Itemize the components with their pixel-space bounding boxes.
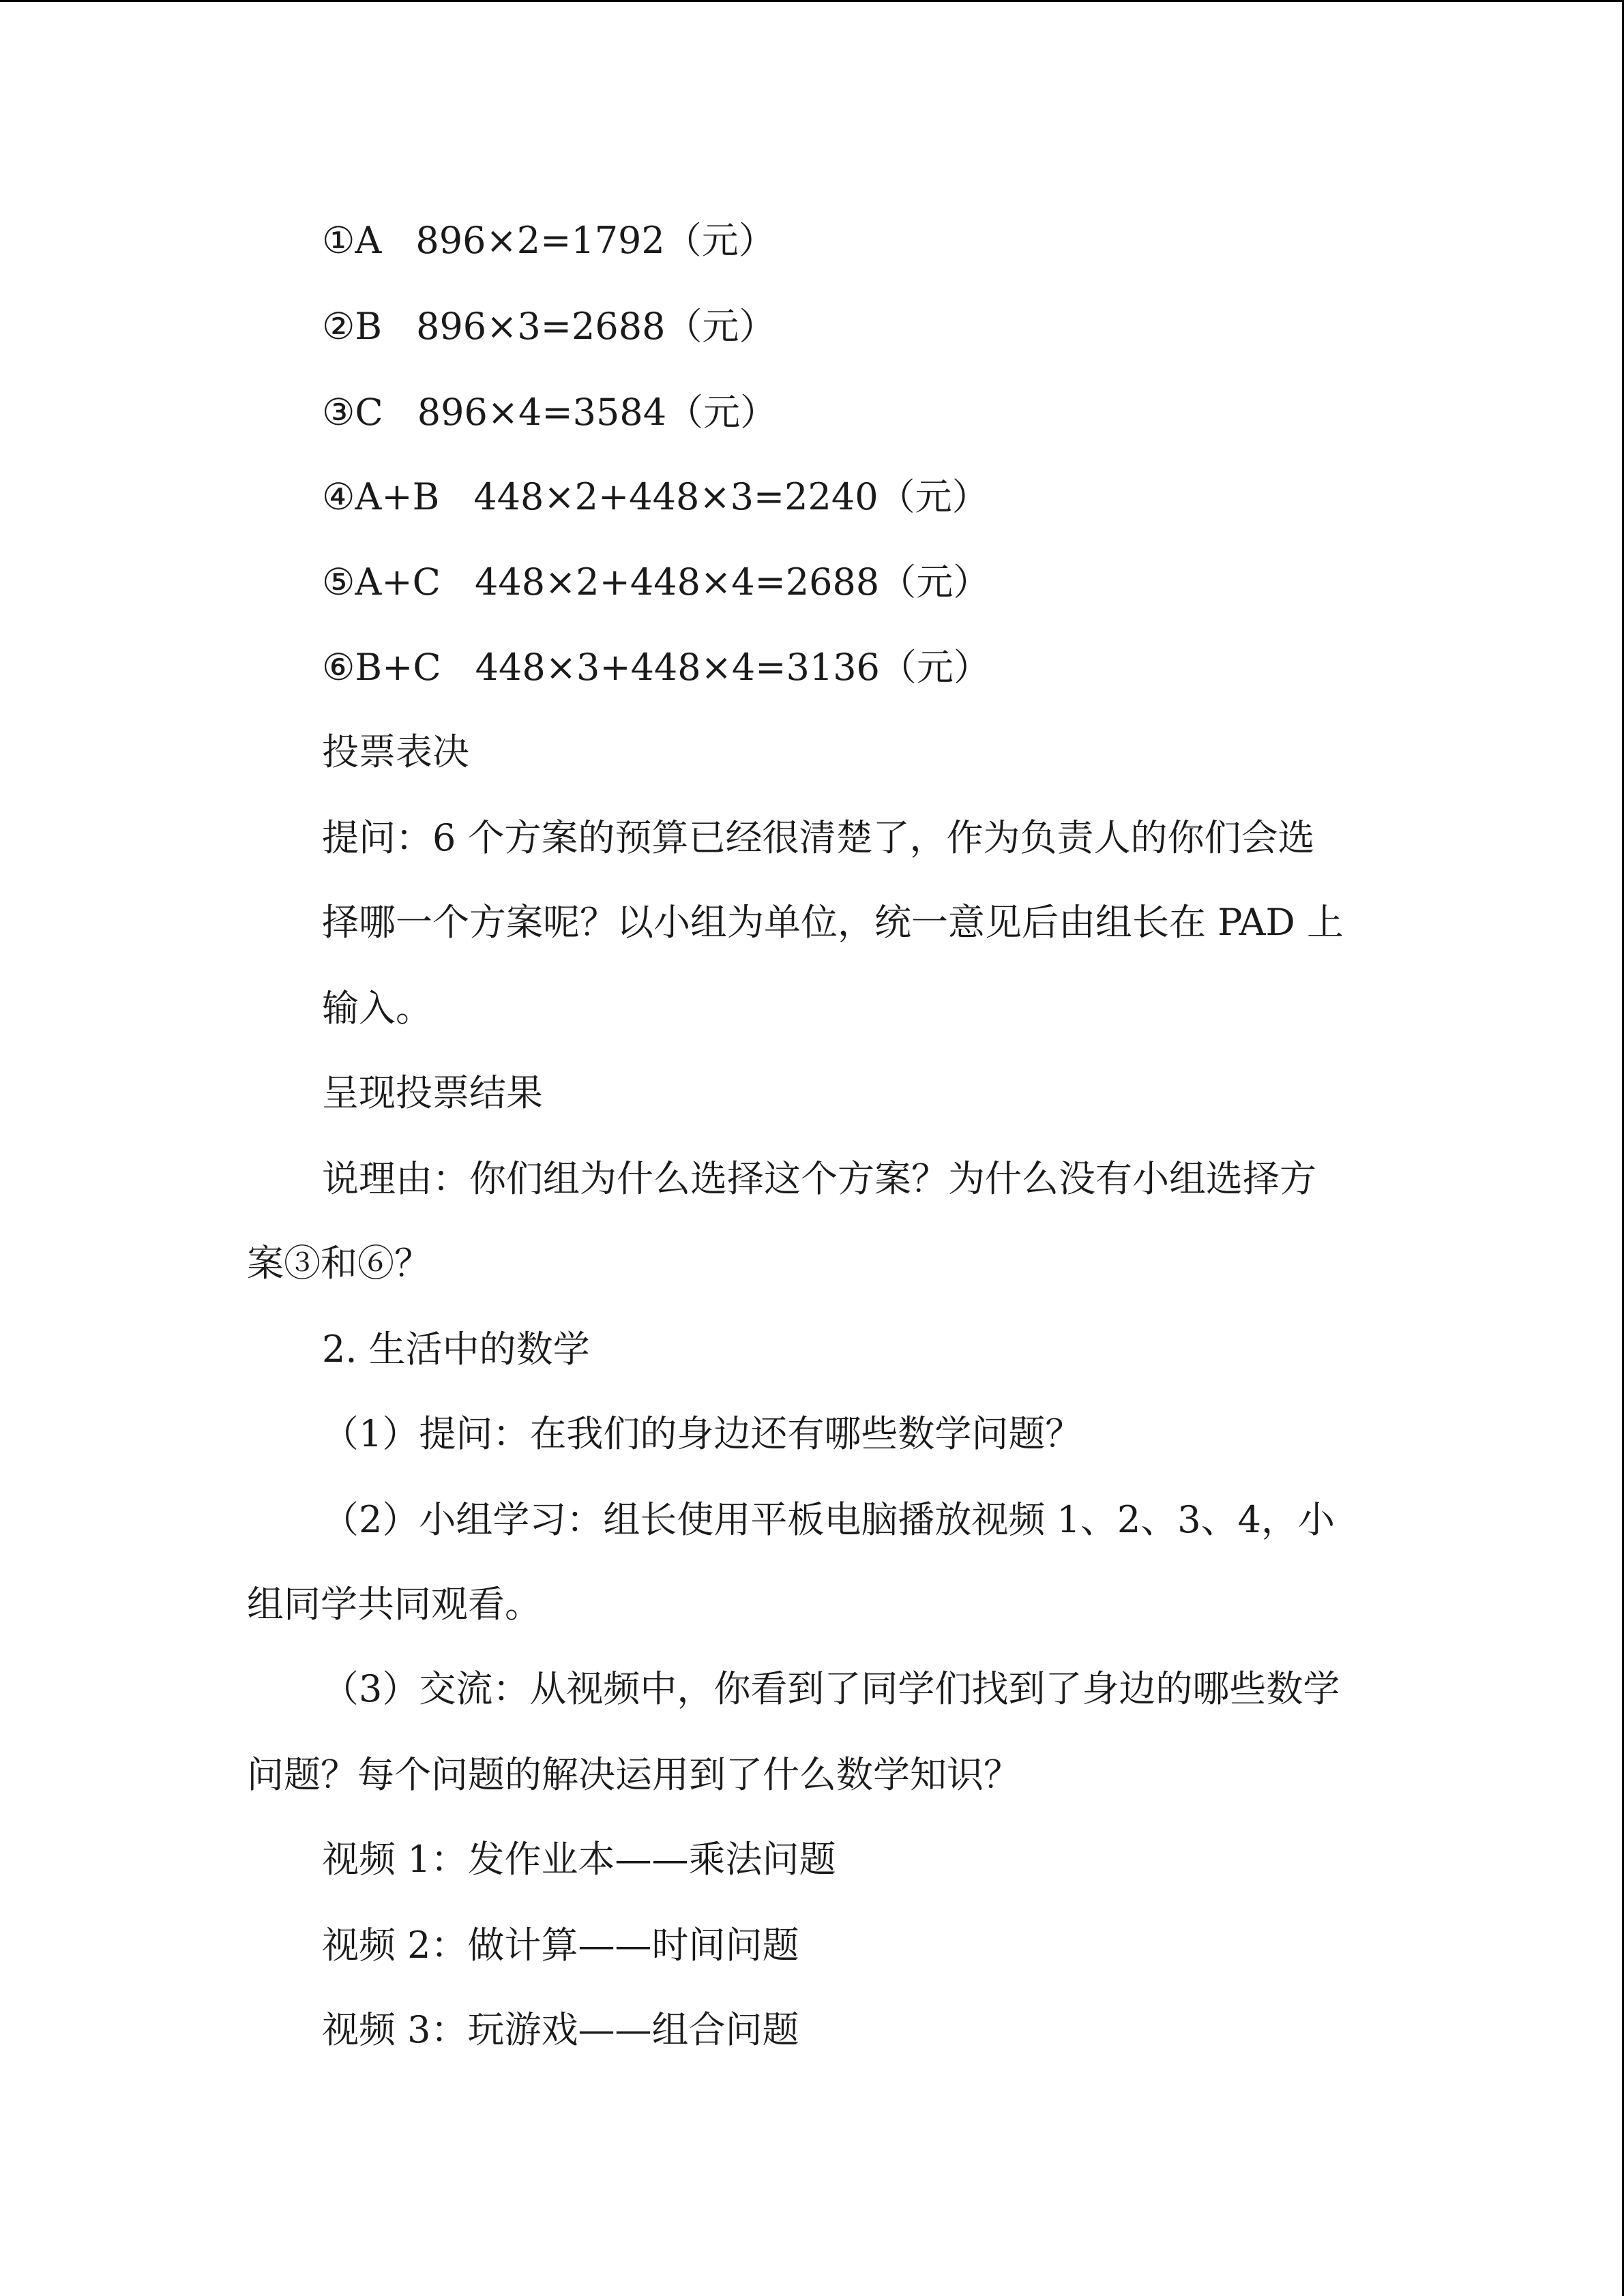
question-line-2: 择哪一个方案呢？以小组为单位，统一意见后由组长在 PAD 上 [322, 901, 1344, 944]
plan-label: ⑤A+C [322, 561, 441, 603]
plan-formula: 448×2+448×4=2688（元） [474, 561, 990, 603]
section2-heading: 2. 生活中的数学 [322, 1328, 590, 1371]
plan-line-5 [322, 558, 990, 607]
item-1: （1）提问：在我们的身边还有哪些数学问题？ [322, 1412, 1082, 1455]
plan-formula: 448×2+448×3=2240（元） [473, 475, 989, 518]
item-2-line-2: 组同学共同观看。 [247, 1583, 542, 1626]
result-heading: 呈现投票结果 [322, 1071, 543, 1114]
plan-formula: 896×2=1792（元） [415, 219, 776, 262]
plan-label: ⑥B+C [322, 646, 441, 689]
plan-formula: 896×4=3584（元） [417, 391, 778, 434]
video-2: 视频 2：做计算——时间问题 [322, 1924, 799, 1967]
plan-formula: 448×3+448×4=3136（元） [475, 646, 990, 689]
reason-line-2: 案③和⑥？ [247, 1242, 431, 1285]
plan-label: ④A+B [322, 475, 440, 518]
video-3: 视频 3：玩游戏——组合问题 [322, 2008, 799, 2051]
plan-label: ③C [322, 391, 383, 434]
plan-label: ①A [322, 219, 382, 262]
plan-line-1 [322, 216, 776, 265]
plan-line-6 [322, 643, 990, 692]
plan-line-2 [322, 302, 776, 351]
question-line-3: 输入。 [322, 987, 432, 1030]
plan-formula: 896×3=2688（元） [416, 305, 776, 348]
item-2-line-1: （2）小组学习：组长使用平板电脑播放视频 1、2、3、4，小 [322, 1498, 1335, 1541]
plan-line-4 [322, 473, 989, 522]
question-line-1: 提问：6 个方案的预算已经很清楚了，作为负责人的你们会选 [322, 816, 1315, 859]
vote-heading: 投票表决 [322, 730, 469, 773]
reason-line-1: 说理由：你们组为什么选择这个方案？为什么没有小组选择方 [322, 1157, 1316, 1200]
item-3-line-2: 问题？每个问题的解决运用到了什么数学知识？ [247, 1753, 1020, 1796]
video-1: 视频 1：发作业本——乘法问题 [322, 1838, 836, 1881]
plan-line-3 [322, 388, 777, 437]
item-3-line-1: （3）交流：从视频中，你看到了同学们找到了身边的哪些数学 [322, 1667, 1340, 1710]
plan-label: ②B [322, 305, 383, 348]
